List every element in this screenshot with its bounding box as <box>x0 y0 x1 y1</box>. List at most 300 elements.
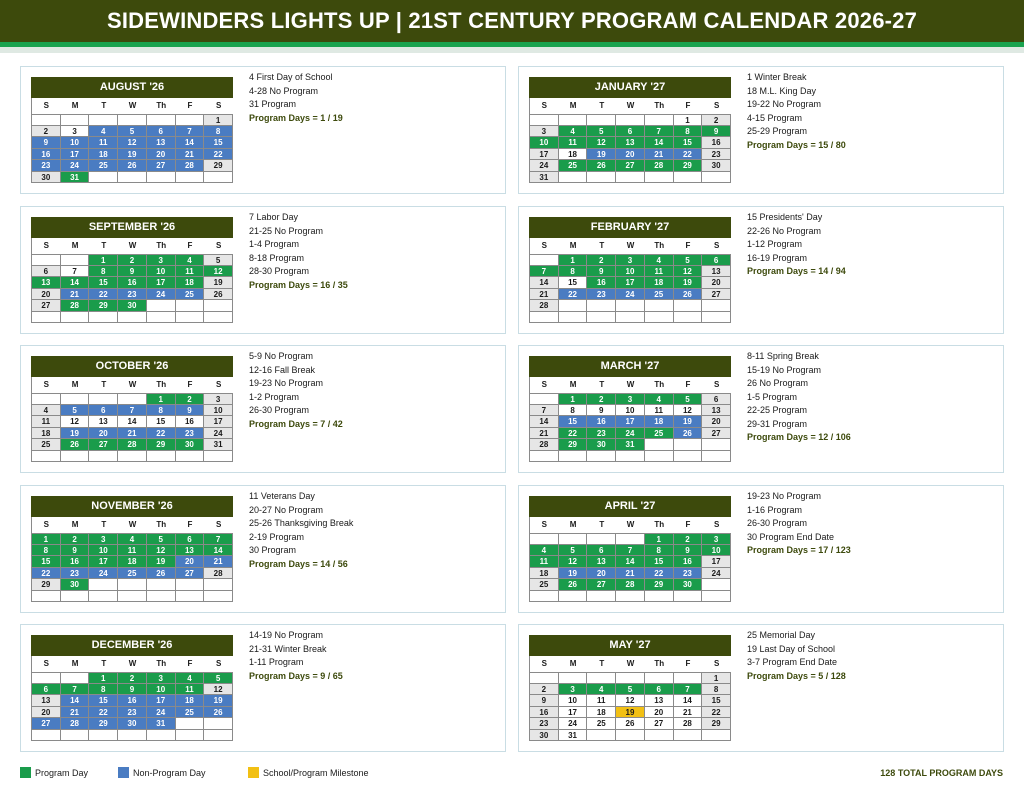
calendar-empty-cell <box>89 393 118 405</box>
calendar-day: 26 <box>61 439 90 451</box>
weekday-header: Th <box>645 517 674 533</box>
calendar-empty-cell <box>61 591 90 603</box>
calendar-day: 1 <box>147 393 176 405</box>
note-line: 26-30 Program <box>249 405 310 415</box>
calendar-day: 11 <box>645 405 674 417</box>
calendar-day: 4 <box>587 684 616 696</box>
weekday-header: S <box>702 238 731 254</box>
calendar-day: 2 <box>530 684 559 696</box>
weekday-header: Th <box>645 656 674 672</box>
calendar-empty-cell <box>147 591 176 603</box>
calendar-day: 31 <box>61 172 90 184</box>
calendar-day: 18 <box>645 277 674 289</box>
calendar-day: 26 <box>674 428 703 440</box>
calendar-day: 12 <box>204 266 233 278</box>
calendar-day: 8 <box>32 545 61 557</box>
month-title: AUGUST '26 <box>31 77 233 98</box>
note-line: 25-26 Thanksgiving Break <box>249 518 354 528</box>
calendar-empty-cell <box>616 451 645 463</box>
calendar-day: 2 <box>176 393 205 405</box>
weekday-header: Th <box>645 377 674 393</box>
calendar-day: 10 <box>147 266 176 278</box>
page-title: SIDEWINDERS LIGHTS UP | 21ST CENTURY PROGRAM CALENDAR 2026-27 <box>0 0 1024 42</box>
calendar-day: 20 <box>616 149 645 161</box>
month-panel <box>518 485 1004 613</box>
weekday-header: M <box>61 98 90 114</box>
calendar-empty-cell <box>559 591 588 603</box>
weekday-header: M <box>559 517 588 533</box>
calendar-day: 27 <box>176 568 205 580</box>
calendar-day: 30 <box>674 579 703 591</box>
calendar-day: 25 <box>89 160 118 172</box>
calendar-day: 27 <box>702 428 731 440</box>
calendar-empty-cell <box>176 451 205 463</box>
calendar-day: 30 <box>118 300 147 312</box>
calendar-day: 13 <box>32 277 61 289</box>
calendar-day: 6 <box>587 545 616 557</box>
calendar-empty-cell <box>702 730 731 742</box>
calendar-empty-cell <box>61 114 90 126</box>
calendar-day: 29 <box>645 579 674 591</box>
calendar-day: 15 <box>32 556 61 568</box>
calendar-empty-cell <box>204 591 233 603</box>
month-notes <box>249 211 499 292</box>
calendar-empty-cell <box>530 114 559 126</box>
calendar-day: 6 <box>616 126 645 138</box>
program-days-total: Program Days = 15 / 80 <box>747 139 846 150</box>
calendar-day: 3 <box>530 126 559 138</box>
calendar-empty-cell <box>32 730 61 742</box>
calendar-day: 13 <box>587 556 616 568</box>
calendar-day: 5 <box>587 126 616 138</box>
calendar-empty-cell <box>89 114 118 126</box>
calendar-day: 4 <box>559 126 588 138</box>
calendar-day: 20 <box>176 556 205 568</box>
calendar-day: 15 <box>89 277 118 289</box>
calendar-day: 1 <box>559 254 588 266</box>
calendar-day: 20 <box>587 568 616 580</box>
calendar-day: 4 <box>89 126 118 138</box>
month-notes <box>747 490 997 558</box>
calendar-day: 4 <box>645 254 674 266</box>
calendar-day: 8 <box>702 684 731 696</box>
calendar-empty-cell <box>118 451 147 463</box>
calendar-empty-cell <box>559 172 588 184</box>
calendar-day: 21 <box>645 149 674 161</box>
calendar-day: 31 <box>559 730 588 742</box>
calendar-day: 19 <box>147 556 176 568</box>
calendar-day: 27 <box>587 579 616 591</box>
calendar-empty-cell <box>674 672 703 684</box>
calendar-day: 14 <box>530 277 559 289</box>
calendar-day: 7 <box>204 533 233 545</box>
calendar-day: 9 <box>118 684 147 696</box>
calendar-day: 20 <box>702 277 731 289</box>
calendar-day: 12 <box>559 556 588 568</box>
note-line: 1-2 Program <box>249 391 300 402</box>
note-line: 25 Memorial Day <box>747 630 816 640</box>
weekday-header: W <box>118 517 147 533</box>
calendar-day: 10 <box>530 137 559 149</box>
calendar-day: 25 <box>645 428 674 440</box>
calendar-day: 7 <box>530 266 559 278</box>
note-line: 4 First Day of School <box>249 72 333 82</box>
legend-label: School/Program Milestone <box>263 768 369 778</box>
weekday-header: S <box>204 238 233 254</box>
calendar-empty-cell <box>147 312 176 324</box>
weekday-header: W <box>118 656 147 672</box>
weekday-header: W <box>118 238 147 254</box>
calendar-day: 20 <box>702 416 731 428</box>
calendar-day: 11 <box>176 684 205 696</box>
calendar-day: 17 <box>204 416 233 428</box>
calendar-day: 23 <box>674 568 703 580</box>
calendar-day: 24 <box>616 289 645 301</box>
calendar-day: 1 <box>32 533 61 545</box>
month-title: APRIL '27 <box>529 496 731 517</box>
calendar-day: 19 <box>587 149 616 161</box>
calendar-day: 5 <box>118 126 147 138</box>
calendar-day: 17 <box>616 416 645 428</box>
calendar-day: 27 <box>616 160 645 172</box>
calendar-empty-cell <box>176 591 205 603</box>
calendar-day: 19 <box>61 428 90 440</box>
calendar-day: 5 <box>61 405 90 417</box>
weekday-header: S <box>204 377 233 393</box>
calendar-day: 17 <box>530 149 559 161</box>
weekday-header: S <box>32 517 61 533</box>
weekday-header: Th <box>147 517 176 533</box>
calendar-day: 9 <box>530 695 559 707</box>
calendar-day: 15 <box>645 556 674 568</box>
calendar-day: 19 <box>674 416 703 428</box>
weekday-header: M <box>61 377 90 393</box>
note-line: 11 Veterans Day <box>249 491 315 501</box>
calendar-day: 18 <box>645 416 674 428</box>
weekday-header: Th <box>147 238 176 254</box>
calendar-day: 23 <box>702 149 731 161</box>
weekday-header: M <box>61 238 90 254</box>
calendar-empty-cell <box>674 451 703 463</box>
weekday-header: S <box>530 377 559 393</box>
calendar-empty-cell <box>645 114 674 126</box>
calendar-day: 20 <box>147 149 176 161</box>
calendar-day: 22 <box>645 568 674 580</box>
calendar-empty-cell <box>645 451 674 463</box>
calendar-empty-cell <box>587 312 616 324</box>
calendar-day: 10 <box>147 684 176 696</box>
note-line: 8-18 Program <box>249 252 305 263</box>
program-days-total: Program Days = 1 / 19 <box>249 112 343 123</box>
calendar-day: 9 <box>674 545 703 557</box>
calendar-day: 22 <box>674 149 703 161</box>
calendar-day: 5 <box>616 684 645 696</box>
calendar-day: 13 <box>702 266 731 278</box>
calendar-day: 14 <box>530 416 559 428</box>
calendar-day: 23 <box>587 428 616 440</box>
note-line: 30 Program End Date <box>747 531 835 542</box>
calendar-day: 12 <box>587 137 616 149</box>
calendar-empty-cell <box>61 451 90 463</box>
calendar-day: 13 <box>32 695 61 707</box>
calendar-day: 19 <box>204 277 233 289</box>
calendar-day: 1 <box>674 114 703 126</box>
program-days-total: Program Days = 16 / 35 <box>249 279 348 290</box>
weekday-header: S <box>204 98 233 114</box>
legend-label: Non-Program Day <box>133 768 206 778</box>
calendar-day: 24 <box>147 289 176 301</box>
calendar-empty-cell <box>674 439 703 451</box>
calendar-empty-cell <box>89 172 118 184</box>
weekday-header: F <box>176 377 205 393</box>
calendar-day: 23 <box>176 428 205 440</box>
note-line: 1-11 Program <box>249 657 304 667</box>
note-line: 26 No Program <box>747 378 809 388</box>
calendar-empty-cell <box>204 312 233 324</box>
calendar-day: 13 <box>702 405 731 417</box>
calendar-day: 31 <box>204 439 233 451</box>
calendar-day: 27 <box>32 300 61 312</box>
month-calendar <box>529 77 731 183</box>
calendar-day: 9 <box>587 405 616 417</box>
calendar-day: 9 <box>61 545 90 557</box>
month-calendar <box>31 635 233 741</box>
calendar-day: 15 <box>559 277 588 289</box>
calendar-day: 29 <box>702 718 731 730</box>
note-line: 3-7 Program End Date <box>747 657 838 667</box>
calendar-empty-cell <box>61 312 90 324</box>
weekday-header: S <box>530 238 559 254</box>
calendar-empty-cell <box>674 730 703 742</box>
calendar-day: 28 <box>204 568 233 580</box>
calendar-day: 14 <box>176 137 205 149</box>
calendar-empty-cell <box>645 730 674 742</box>
calendar-day: 1 <box>89 254 118 266</box>
weekday-header: W <box>616 656 645 672</box>
note-line: 4-28 No Program <box>249 85 319 96</box>
calendar-empty-cell <box>616 591 645 603</box>
calendar-day: 27 <box>32 718 61 730</box>
weekday-header: F <box>674 656 703 672</box>
note-line: 1 Winter Break <box>747 72 807 82</box>
calendar-empty-cell <box>530 591 559 603</box>
month-calendar <box>31 217 233 323</box>
legend-label: Program Day <box>35 768 89 778</box>
calendar-day: 22 <box>89 289 118 301</box>
note-line: 22-25 Program <box>747 405 808 415</box>
calendar-day: 12 <box>61 416 90 428</box>
month-panel <box>20 624 506 752</box>
weekday-header: S <box>32 656 61 672</box>
calendar-empty-cell <box>587 591 616 603</box>
calendar-day: 27 <box>89 439 118 451</box>
calendar-day: 8 <box>147 405 176 417</box>
calendar-day: 7 <box>674 684 703 696</box>
calendar-empty-cell <box>61 254 90 266</box>
calendar-day: 7 <box>176 126 205 138</box>
calendar-day: 16 <box>530 707 559 719</box>
calendar-day: 21 <box>61 289 90 301</box>
month-notes <box>747 350 997 445</box>
calendar-day: 19 <box>118 149 147 161</box>
note-line: 16-19 Program <box>747 252 808 263</box>
month-title: OCTOBER '26 <box>31 356 233 377</box>
calendar-day: 14 <box>674 695 703 707</box>
calendar-empty-cell <box>204 300 233 312</box>
note-line: 19-22 No Program <box>747 99 822 109</box>
month-calendar <box>529 496 731 602</box>
green-square-icon <box>20 767 31 778</box>
calendar-day: 2 <box>587 393 616 405</box>
calendar-day: 8 <box>89 266 118 278</box>
calendar-day: 23 <box>61 568 90 580</box>
month-day-grid <box>529 517 731 602</box>
calendar-day: 10 <box>61 137 90 149</box>
calendar-day: 3 <box>89 533 118 545</box>
calendar-day: 20 <box>645 707 674 719</box>
calendar-day: 22 <box>204 149 233 161</box>
calendar-day: 21 <box>118 428 147 440</box>
calendar-day: 30 <box>61 579 90 591</box>
weekday-header: T <box>89 377 118 393</box>
calendar-day: 17 <box>61 149 90 161</box>
month-calendar <box>529 356 731 462</box>
calendar-day: 13 <box>147 137 176 149</box>
calendar-day: 26 <box>118 160 147 172</box>
calendar-day: 5 <box>147 533 176 545</box>
weekday-header: S <box>702 377 731 393</box>
calendar-day: 14 <box>61 277 90 289</box>
calendar-day: 21 <box>616 568 645 580</box>
calendar-day: 26 <box>587 160 616 172</box>
calendar-day: 15 <box>559 416 588 428</box>
calendar-day: 27 <box>702 289 731 301</box>
calendar-empty-cell <box>702 172 731 184</box>
calendar-empty-cell <box>204 451 233 463</box>
calendar-day: 1 <box>645 533 674 545</box>
calendar-day: 7 <box>645 126 674 138</box>
calendar-empty-cell <box>559 312 588 324</box>
calendar-empty-cell <box>89 579 118 591</box>
calendar-day: 23 <box>118 289 147 301</box>
calendar-day: 21 <box>61 707 90 719</box>
calendar-day: 3 <box>147 672 176 684</box>
weekday-header: S <box>530 656 559 672</box>
calendar-day: 20 <box>32 707 61 719</box>
month-day-grid <box>31 98 233 183</box>
weekday-header: W <box>616 517 645 533</box>
grand-total: 128 TOTAL PROGRAM DAYS <box>880 768 1003 778</box>
calendar-empty-cell <box>118 393 147 405</box>
calendar-day: 23 <box>118 707 147 719</box>
calendar-day: 18 <box>118 556 147 568</box>
weekday-header: M <box>61 656 90 672</box>
calendar-empty-cell <box>645 312 674 324</box>
calendar-empty-cell <box>645 591 674 603</box>
calendar-empty-cell <box>176 114 205 126</box>
calendar-day: 5 <box>204 672 233 684</box>
weekday-header: F <box>674 98 703 114</box>
calendar-day: 11 <box>118 545 147 557</box>
calendar-day: 18 <box>559 149 588 161</box>
calendar-day: 21 <box>530 289 559 301</box>
weekday-header: T <box>587 238 616 254</box>
calendar-day: 9 <box>587 266 616 278</box>
program-days-total: Program Days = 7 / 42 <box>249 418 343 429</box>
calendar-day: 24 <box>702 568 731 580</box>
weekday-header: M <box>559 377 588 393</box>
calendar-day: 24 <box>89 568 118 580</box>
calendar-day: 14 <box>616 556 645 568</box>
calendar-empty-cell <box>61 672 90 684</box>
month-day-grid <box>31 377 233 462</box>
month-calendar <box>529 635 731 741</box>
calendar-empty-cell <box>118 730 147 742</box>
calendar-day: 6 <box>89 405 118 417</box>
calendar-empty-cell <box>587 730 616 742</box>
weekday-header: F <box>176 238 205 254</box>
weekday-header: M <box>61 517 90 533</box>
calendar-day: 14 <box>204 545 233 557</box>
calendar-day: 24 <box>559 718 588 730</box>
calendar-day: 10 <box>616 266 645 278</box>
note-line: 30 Program <box>249 545 297 555</box>
calendar-day: 25 <box>176 707 205 719</box>
month-notes <box>249 350 499 431</box>
calendar-day: 24 <box>616 428 645 440</box>
calendar-empty-cell <box>587 533 616 545</box>
calendar-day: 11 <box>530 556 559 568</box>
program-days-total: Program Days = 17 / 123 <box>747 545 851 555</box>
note-line: 20-27 No Program <box>249 504 324 515</box>
weekday-header: W <box>616 98 645 114</box>
calendar-day: 17 <box>616 277 645 289</box>
calendar-day: 1 <box>89 672 118 684</box>
calendar-empty-cell <box>176 172 205 184</box>
calendar-empty-cell <box>645 300 674 312</box>
calendar-day: 26 <box>559 579 588 591</box>
calendar-day: 2 <box>118 672 147 684</box>
calendar-day: 22 <box>559 428 588 440</box>
calendar-day: 23 <box>587 289 616 301</box>
calendar-day: 5 <box>559 545 588 557</box>
calendar-day: 4 <box>530 545 559 557</box>
program-days-total: Program Days = 5 / 128 <box>747 670 846 681</box>
calendar-day: 30 <box>118 718 147 730</box>
note-line: 31 Program <box>249 99 297 109</box>
calendar-day: 28 <box>61 300 90 312</box>
note-line: 5-9 No Program <box>249 351 314 361</box>
calendar-empty-cell <box>32 393 61 405</box>
calendar-day: 23 <box>530 718 559 730</box>
calendar-empty-cell <box>587 114 616 126</box>
calendar-day: 27 <box>645 718 674 730</box>
note-line: 28-30 Program <box>249 266 310 276</box>
calendar-day: 3 <box>147 254 176 266</box>
calendar-empty-cell <box>674 312 703 324</box>
note-line: 7 Labor Day <box>249 212 299 222</box>
calendar-day: 15 <box>702 695 731 707</box>
program-days-total: Program Days = 14 / 56 <box>249 558 348 569</box>
note-line: 8-11 Spring Break <box>747 351 819 361</box>
calendar-day: 28 <box>530 439 559 451</box>
calendar-day: 3 <box>616 254 645 266</box>
legend-non-program-day <box>118 767 206 778</box>
calendar-day: 4 <box>176 254 205 266</box>
calendar-empty-cell <box>204 172 233 184</box>
month-panel <box>20 66 506 194</box>
weekday-header: T <box>587 656 616 672</box>
